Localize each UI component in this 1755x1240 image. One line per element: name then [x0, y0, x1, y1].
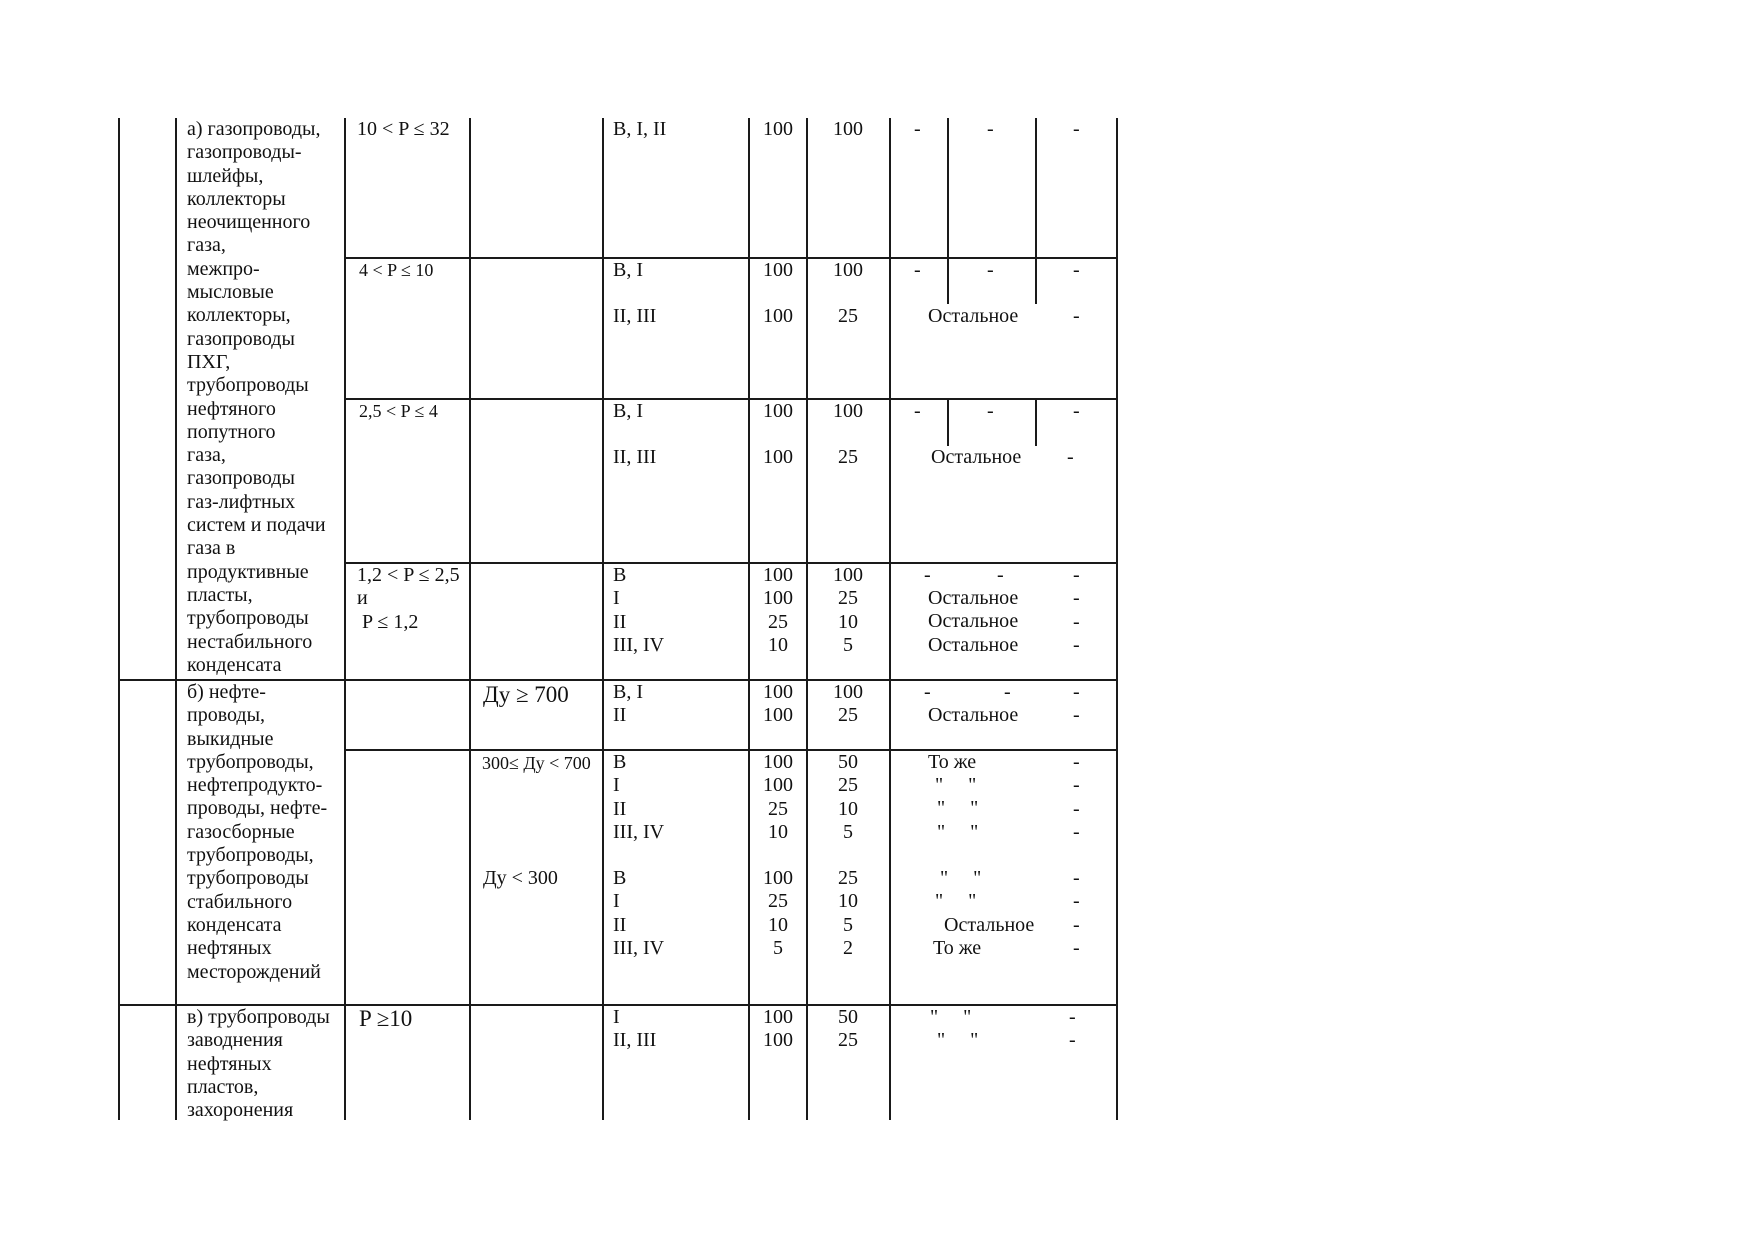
row-a1-col6: -: [914, 118, 921, 140]
row-a-description: а) газопроводы, газопроводы- шлейфы, коллекторы неочищенного газа, межпро- мысловые коллекторы, газопроводы ПХГ, трубопроводы нефтяного попутного газа, газопроводы газ-лифтных систем и подачи газа в продуктивные пласты, трубопроводы нестабильного конденсата: [187, 118, 326, 676]
col-divider-7: [889, 118, 891, 1120]
row-b1-rest: Остальное: [928, 704, 1019, 726]
row-b-description: б) нефте- проводы, выкидные трубопроводы, нефтепродукто- проводы, нефте- газосборные трубопроводы, трубопроводы стабильного конденсата нефтяных месторождений: [187, 681, 328, 983]
subdiv-a: [947, 118, 949, 304]
row-a3-col4-1: 100: [763, 400, 793, 422]
row-b2-col8: - - - -: [1073, 751, 1080, 843]
row-b2-col4: 100 100 25 10: [763, 751, 793, 843]
row-a1-col8: -: [1073, 118, 1080, 140]
row-b2-col5: 50 25 10 5: [838, 751, 858, 843]
row-a4-col8: - - - -: [1073, 564, 1080, 656]
row-a2-col7: -: [987, 259, 994, 281]
row-b2-ditto-2: " ": [937, 797, 979, 819]
row-c-ditto-1: " ": [930, 1006, 972, 1028]
col-divider-1: [175, 118, 177, 1120]
row-a2-col6: -: [914, 259, 921, 281]
subdiv-c: [947, 399, 949, 446]
row-a3-categories-2: II, III: [613, 446, 657, 468]
row-a3-col8-1: -: [1073, 400, 1080, 422]
row-a4-categories: B I II III, IV: [613, 564, 665, 656]
row-b2-categories: B I II III, IV: [613, 751, 665, 843]
col-divider-4: [602, 118, 604, 1120]
row-b2-ditto-1: " ": [935, 774, 977, 796]
row-c-categories: I II, III: [613, 1006, 657, 1052]
row-a2-pressure: 4 < P ≤ 10: [359, 260, 434, 280]
row-a4-col6: -: [924, 564, 931, 586]
row-a3-col8-2: -: [1067, 446, 1074, 468]
subdiv-b: [1035, 118, 1037, 304]
row-b3-rest: Остальное: [944, 914, 1035, 936]
col-divider-2: [344, 118, 346, 1120]
row-line-5: [344, 749, 1118, 751]
row-a4-pressure: 1,2 < P ≤ 2,5 и P ≤ 1,2: [357, 564, 460, 633]
row-c-col5: 50 25: [838, 1006, 858, 1052]
subdiv-d: [1035, 399, 1037, 446]
row-b1-col8: - -: [1073, 681, 1080, 727]
row-a2-col8-2: -: [1073, 305, 1080, 327]
row-a4-col4: 100 100 25 10: [763, 564, 793, 656]
row-a3-col4-2: 100: [763, 446, 793, 468]
row-a2-rest: Остальное: [928, 305, 1019, 327]
row-b3-col5: 25 10 5 2: [838, 867, 858, 959]
row-a1-col4: 100: [763, 118, 793, 140]
row-b1-col7: -: [1004, 681, 1011, 703]
row-b3-diameter: Ду < 300: [483, 867, 558, 889]
row-a2-categories-1: B, I: [613, 259, 643, 281]
row-a3-rest: Остальное: [931, 446, 1022, 468]
row-a3-col5-1: 100: [833, 400, 863, 422]
row-line-1: [344, 257, 1118, 259]
border-right: [1116, 118, 1118, 1120]
row-b1-categories: B, I II: [613, 681, 643, 727]
row-b3-categories: B I II III, IV: [613, 867, 665, 959]
row-c-pressure: P ≥10: [359, 1006, 413, 1031]
row-c-description: в) трубопроводы заводнения нефтяных пластов, захоронения: [187, 1006, 330, 1122]
row-a2-col4-1: 100: [763, 259, 793, 281]
row-b3-ditto-1: " ": [940, 867, 982, 889]
row-a4-col5: 100 25 10 5: [833, 564, 863, 656]
row-a1-pressure: 10 < P ≤ 32: [357, 118, 450, 140]
row-a3-pressure: 2,5 < P ≤ 4: [359, 401, 438, 421]
row-b3-same: То же: [933, 937, 982, 959]
row-b2-ditto-3: " ": [937, 821, 979, 843]
row-a3-col5-2: 25: [838, 446, 858, 468]
row-b3-col4: 100 25 10 5: [763, 867, 793, 959]
row-a3-col7: -: [987, 400, 994, 422]
row-a2-col5-2: 25: [838, 305, 858, 327]
row-b3-col8: - - - -: [1073, 867, 1080, 959]
row-a3-col6: -: [914, 400, 921, 422]
row-b1-diameter: Ду ≥ 700: [483, 682, 569, 707]
row-c-col8: - -: [1069, 1006, 1076, 1052]
row-b3-ditto-2: " ": [935, 890, 977, 912]
row-a2-col5-1: 100: [833, 259, 863, 281]
row-b1-col6: -: [924, 681, 931, 703]
row-c-col4: 100 100: [763, 1006, 793, 1052]
row-a1-categories: B, I, II: [613, 118, 667, 140]
border-left: [118, 118, 120, 1120]
row-c-ditto-2: " ": [937, 1029, 979, 1051]
col-divider-3: [469, 118, 471, 1120]
row-a4-col7: -: [997, 564, 1004, 586]
row-b2-same: То же: [928, 751, 977, 773]
row-a1-col7: -: [987, 118, 994, 140]
row-b1-col4: 100 100: [763, 681, 793, 727]
row-line-2: [344, 398, 1118, 400]
row-a3-categories-1: B, I: [613, 400, 643, 422]
row-a2-categories-2: II, III: [613, 305, 657, 327]
row-a4-rest: Остальное Остальное Остальное: [928, 587, 1019, 656]
row-b1-col5: 100 25: [833, 681, 863, 727]
row-a2-col8-1: -: [1073, 259, 1080, 281]
row-a2-col4-2: 100: [763, 305, 793, 327]
row-a1-col5: 100: [833, 118, 863, 140]
row-b2-diameter: 300≤ Ду < 700: [482, 753, 591, 773]
